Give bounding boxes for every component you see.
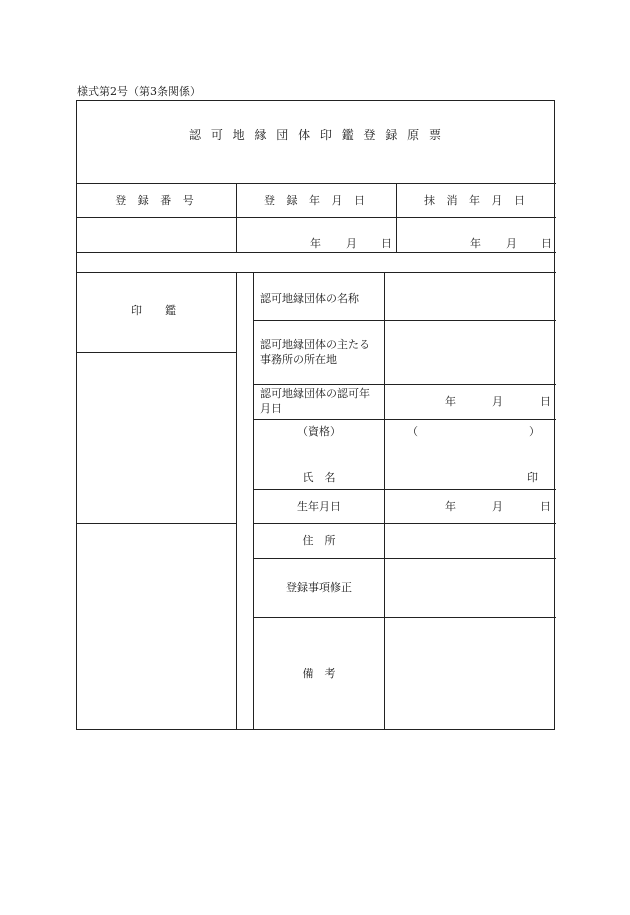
approval-day-label: 日 xyxy=(540,395,551,408)
cancellation-day-label: 日 xyxy=(541,237,552,250)
birth-year-label: 年 xyxy=(445,500,456,513)
body-divider-left xyxy=(236,272,237,730)
approval-date-label-line1: 認可地縁団体の認可年 xyxy=(260,387,370,400)
address-input[interactable] xyxy=(386,525,554,556)
seal-mark: 印 xyxy=(527,471,538,484)
cancellation-year-label: 年 xyxy=(470,237,481,250)
row-divider-birth xyxy=(254,523,556,524)
representative-name-label: 氏 名 xyxy=(302,471,336,484)
body-divider-values xyxy=(384,272,385,730)
representative-name-input[interactable] xyxy=(389,465,519,485)
approval-month-label: 月 xyxy=(492,395,503,408)
seal-label: 印 鑑 xyxy=(131,304,182,317)
qualification-input[interactable] xyxy=(419,423,523,441)
approval-date-label-line2: 月日 xyxy=(260,402,282,415)
remarks-label: 備 考 xyxy=(302,667,336,680)
form-title: 認 可 地 縁 団 体 印 鑑 登 録 原 票 xyxy=(189,128,444,142)
qualification-open-paren: （ xyxy=(407,425,418,438)
group-name-label: 認可地縁団体の名称 xyxy=(260,292,359,305)
row-divider-correction xyxy=(254,617,556,618)
office-location-label-line2: 事務所の所在地 xyxy=(260,353,337,366)
office-location-label-line1: 認可地縁団体の主たる xyxy=(260,338,370,351)
registration-day-label: 日 xyxy=(381,237,392,250)
office-location-input[interactable] xyxy=(386,322,554,383)
correction-input[interactable] xyxy=(386,560,554,616)
correction-label: 登録事項修正 xyxy=(286,581,352,594)
birth-date-label: 生年月日 xyxy=(297,500,341,513)
row-divider-approval xyxy=(254,419,556,420)
registration-date-header: 登 録 年 月 日 xyxy=(264,194,369,207)
registration-form xyxy=(76,100,555,730)
row-divider-office xyxy=(254,384,556,385)
remarks-input[interactable] xyxy=(386,619,554,728)
divider-under-header xyxy=(77,217,556,218)
qualification-label: （資格） xyxy=(297,425,341,438)
birth-month-label: 月 xyxy=(492,500,503,513)
registration-month-label: 月 xyxy=(346,237,357,250)
birth-day-label: 日 xyxy=(540,500,551,513)
address-label: 住 所 xyxy=(302,534,336,547)
form-number: 様式第2号（第3条関係） xyxy=(77,85,201,98)
row-divider-address xyxy=(254,558,556,559)
row-divider-representative xyxy=(254,489,556,490)
divider-above-body xyxy=(77,272,556,273)
registration-number-value[interactable] xyxy=(79,221,234,249)
seal-impression-box[interactable] xyxy=(78,353,235,522)
cancellation-month-label: 月 xyxy=(506,237,517,250)
approval-year-label: 年 xyxy=(445,395,456,408)
registration-year-label: 年 xyxy=(310,237,321,250)
divider-under-dates xyxy=(77,252,556,253)
divider-under-title xyxy=(77,183,556,184)
registration-number-header: 登 録 番 号 xyxy=(115,194,198,207)
row-divider-name xyxy=(254,320,556,321)
group-name-input[interactable] xyxy=(386,274,554,319)
qualification-close-paren: ） xyxy=(529,425,540,438)
seal-secondary-box[interactable] xyxy=(78,524,235,729)
cancellation-date-header: 抹 消 年 月 日 xyxy=(424,194,529,207)
